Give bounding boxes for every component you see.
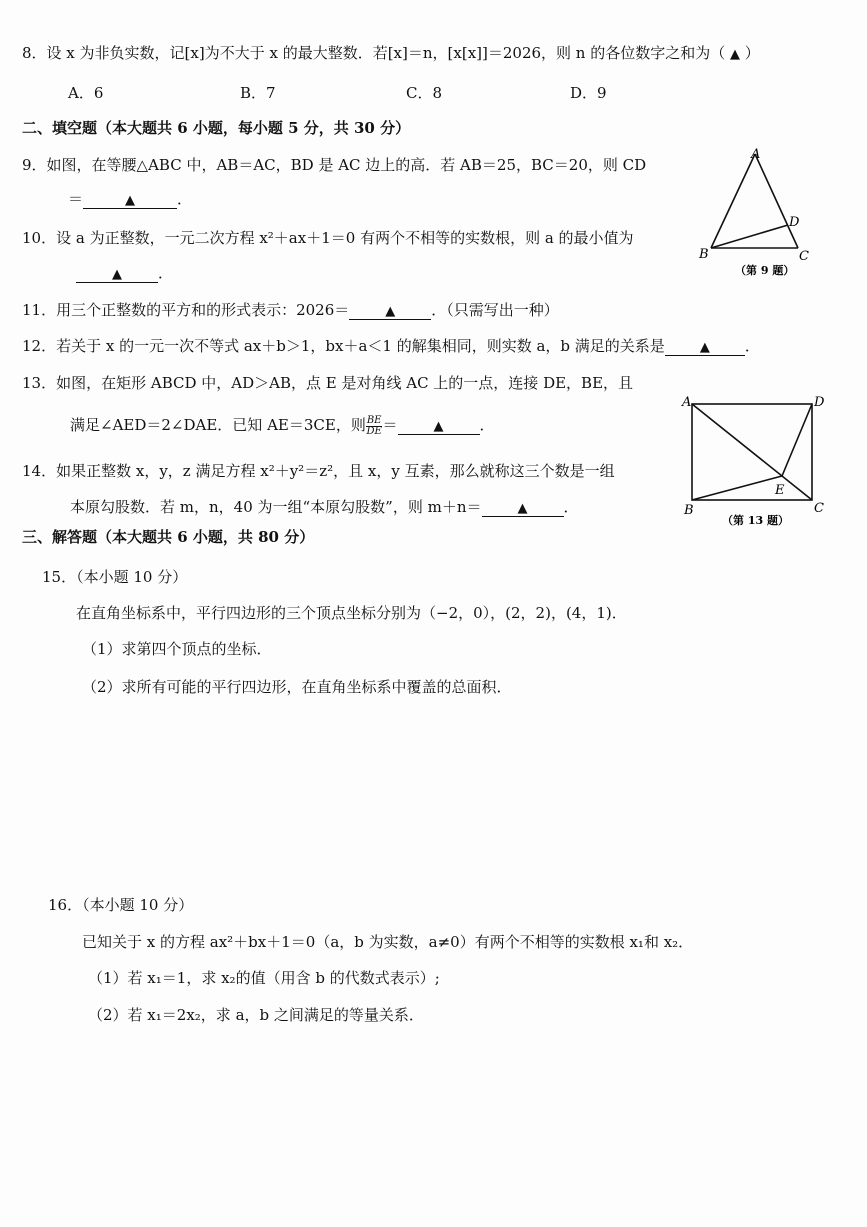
q16-part2: （2）若 x₁＝2x₂，求 a，b 之间满足的等量关系． — [88, 1006, 424, 1024]
segment-bd — [711, 225, 788, 248]
q13-answer-mark: ▲ — [433, 419, 444, 434]
q13-fraction — [366, 416, 383, 437]
label-b: B — [684, 503, 694, 518]
segment-ab — [711, 154, 755, 248]
q9-line2 — [68, 188, 192, 210]
label-b: B — [699, 247, 709, 262]
q14-answer-blank[interactable] — [482, 499, 564, 517]
q15-body: 在直角坐标系中，平行四边形的三个顶点坐标分别为（−2，0），(2，2)，(4，1)． — [76, 604, 627, 622]
q12-answer-blank[interactable] — [665, 338, 745, 356]
label-c: C — [799, 249, 809, 264]
q8-answer-mark: ▲ — [730, 47, 741, 62]
q8-option-c: C．8 — [406, 84, 443, 102]
section-3-heading: 三、解答题（本大题共 6 小题，共 80 分） — [22, 528, 315, 546]
q13-equals: ＝ — [382, 416, 398, 434]
q14-period: ． — [563, 498, 579, 516]
label-a: A — [751, 147, 761, 162]
q12-answer-mark: ▲ — [699, 340, 710, 355]
section-2-heading: 二、填空题（本大题共 6 小题，每小题 5 分，共 30 分） — [22, 119, 411, 137]
q11-line — [22, 299, 559, 321]
q8-text: 8．设 x 为非负实数，记[x]为不大于 x 的最大整数．若[x]＝n，[x[x]]＝2026，则 n 的各位数字之和为（ — [22, 44, 726, 62]
q14-line2 — [70, 496, 579, 518]
q9-answer-blank[interactable] — [83, 191, 177, 209]
q8-option-b: B．7 — [240, 84, 276, 102]
label-d: D — [789, 215, 800, 230]
q10-period: ． — [158, 264, 174, 282]
label-e: E — [775, 483, 785, 498]
q11-text: 11．用三个正整数的平方和的形式表示：2026＝ — [22, 301, 350, 319]
q10-answer-mark: ▲ — [112, 267, 122, 282]
q9-answer-mark: ▲ — [125, 193, 136, 208]
q10-answer-blank[interactable] — [76, 265, 158, 283]
q13-text: 满足∠AED＝2∠DAE．已知 AE＝3CE，则 — [70, 416, 366, 434]
q11-answer-blank[interactable] — [349, 302, 431, 320]
q11-note: ．（只需写出一种） — [431, 301, 559, 319]
q9-period: ． — [177, 190, 193, 208]
q9-equals: ＝ — [68, 190, 84, 208]
segment-be — [692, 476, 782, 500]
q14-text: 本原勾股数．若 m，n，40 为一组“本原勾股数”，则 m＋n＝ — [70, 498, 482, 516]
q12-line — [22, 335, 760, 357]
q14-line1: 14．如果正整数 x，y，z 满足方程 x²＋y²＝z²，且 x，y 互素，那么就称这三个数是一组 — [22, 462, 615, 480]
q16-part1: （1）若 x₁＝1，求 x₂的值（用含 b 的代数式表示）; — [88, 969, 440, 987]
q8-stem — [22, 42, 760, 66]
q12-text: 12．若关于 x 的一元一次不等式 ax＋b＞1，bx＋a＜1 的解集相同，则实数 a，b 满足的关系是 — [22, 337, 665, 355]
q12-period: ． — [744, 337, 760, 355]
segment-de — [782, 404, 812, 476]
figure-9-caption: （第 9 题） — [735, 264, 795, 277]
q13-period: ． — [479, 416, 495, 434]
q11-answer-mark: ▲ — [385, 304, 396, 319]
q16-body: 已知关于 x 的方程 ax²＋bx＋1＝0（a，b 为实数，a≠0）有两个不相等的实数根 x₁和 x₂． — [82, 933, 694, 951]
segment-ac — [755, 154, 798, 248]
q13-answer-blank[interactable] — [398, 417, 480, 435]
label-a: A — [682, 395, 692, 410]
q16-title: 16．（本小题 10 分） — [48, 896, 194, 914]
q10-line1: 10．设 a 为正整数，一元二次方程 x²＋ax＋1＝0 有两个不相等的实数根，则 a 的最小值为 — [22, 229, 634, 247]
q9-line1: 9．如图，在等腰△ABC 中，AB＝AC，BD 是 AC 边上的高．若 AB＝25，BC＝20，则 CD — [22, 156, 647, 174]
figure-9 — [695, 140, 825, 280]
q13-line1: 13．如图，在矩形 ABCD 中，AD＞AB，点 E 是对角线 AC 上的一点，连接 DE，BE，且 — [22, 374, 634, 392]
label-d: D — [814, 395, 825, 410]
q8-option-a: A．6 — [68, 84, 104, 102]
q8-option-d: D．9 — [570, 84, 607, 102]
label-c: C — [814, 501, 824, 516]
q14-answer-mark: ▲ — [517, 501, 528, 516]
figure-13 — [680, 390, 830, 530]
q15-part1: （1）求第四个顶点的坐标． — [82, 640, 272, 658]
q15-part2: （2）求所有可能的平行四边形，在直角坐标系中覆盖的总面积． — [82, 678, 512, 696]
q13-frac-numerator: BE — [366, 414, 382, 426]
q13-line2 — [70, 414, 495, 437]
diagonal-ac — [692, 404, 812, 500]
q8-close: ） — [744, 44, 760, 62]
q10-line2 — [76, 262, 173, 284]
q13-frac-denominator: DE — [366, 425, 382, 437]
figure-13-caption: （第 13 题） — [722, 514, 789, 527]
q15-title: 15．（本小题 10 分） — [42, 568, 188, 586]
